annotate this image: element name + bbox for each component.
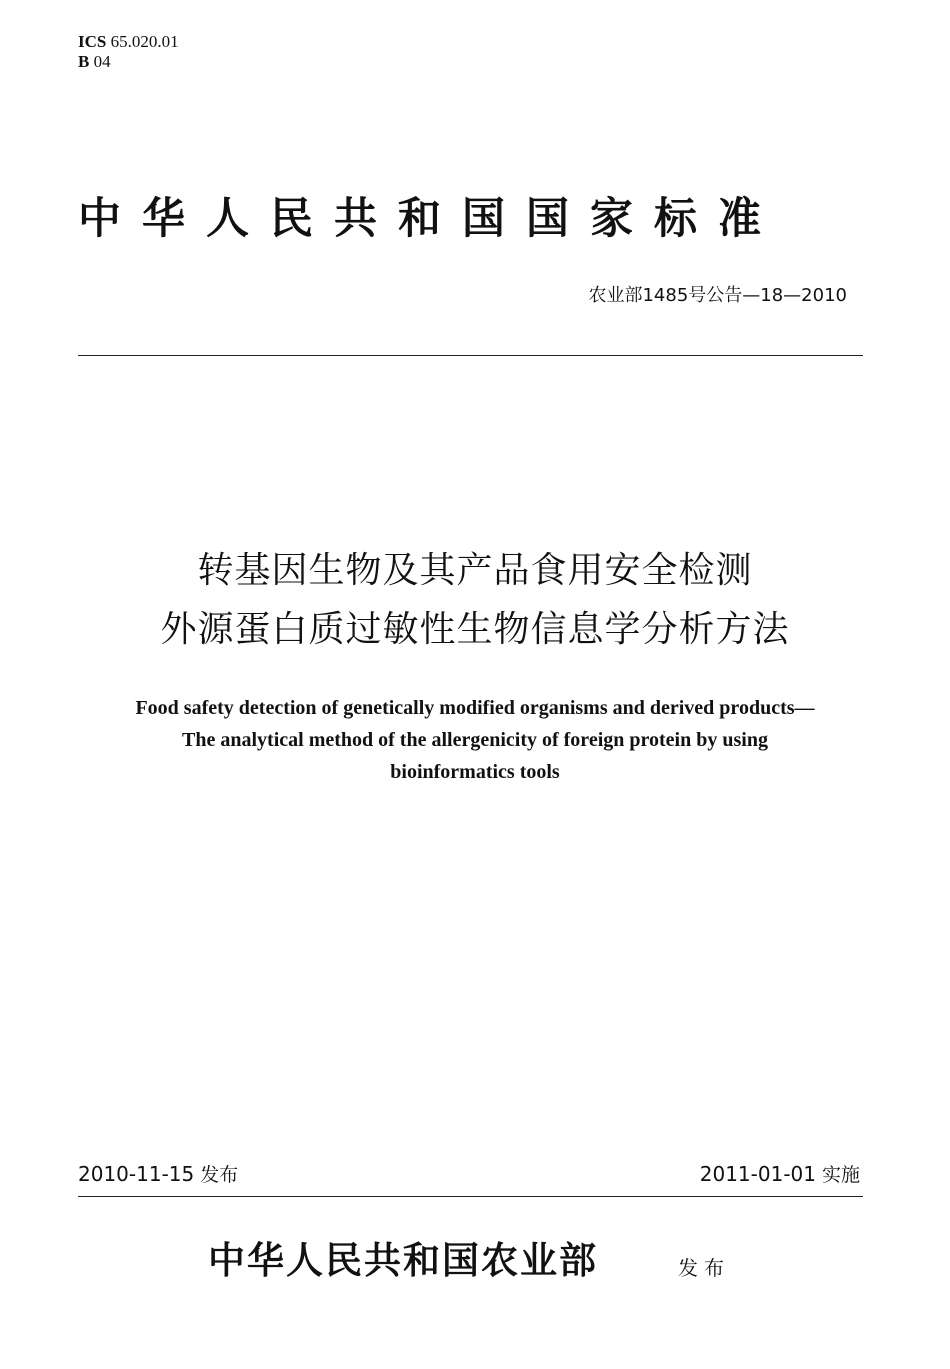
classification-codes <box>78 32 179 72</box>
ccs-code: 04 <box>93 52 111 71</box>
ccs-label: B <box>78 52 90 71</box>
effective-date-block <box>700 1160 860 1189</box>
bottom-divider <box>78 1196 863 1197</box>
issuing-authority: 中华人民共和国农业部 <box>208 1238 598 1282</box>
issue-date: 2010-11-15 <box>78 1162 195 1186</box>
english-title-line-1: Food safety detection of genetically modified organisms and derived products— <box>135 697 815 719</box>
top-divider <box>78 355 863 356</box>
ics-label: ICS <box>78 32 107 51</box>
ics-code: 65.020.01 <box>110 32 179 51</box>
english-title-line-2: The analytical method of the allergenicity of foreign protein by using <box>182 729 768 751</box>
effective-date: 2011-01-01 <box>699 1162 816 1186</box>
issue-label: 发布 <box>200 1164 239 1186</box>
ics-line <box>78 32 179 52</box>
english-title-line-3: bioinformatics tools <box>390 761 560 783</box>
national-standard-heading: 中华人民共和国国家标准 <box>78 194 782 244</box>
standard-number: 农业部1485号公告—18—2010 <box>588 285 847 306</box>
chinese-title-line-2: 外源蛋白质过敏性生物信息学分析方法 <box>160 609 790 650</box>
issuing-label: 发布 <box>678 1256 730 1280</box>
ccs-line <box>78 52 179 72</box>
chinese-title-line-1: 转基因生物及其产品食用安全检测 <box>197 550 753 591</box>
issue-date-block <box>78 1160 238 1189</box>
effective-label: 实施 <box>821 1164 860 1186</box>
